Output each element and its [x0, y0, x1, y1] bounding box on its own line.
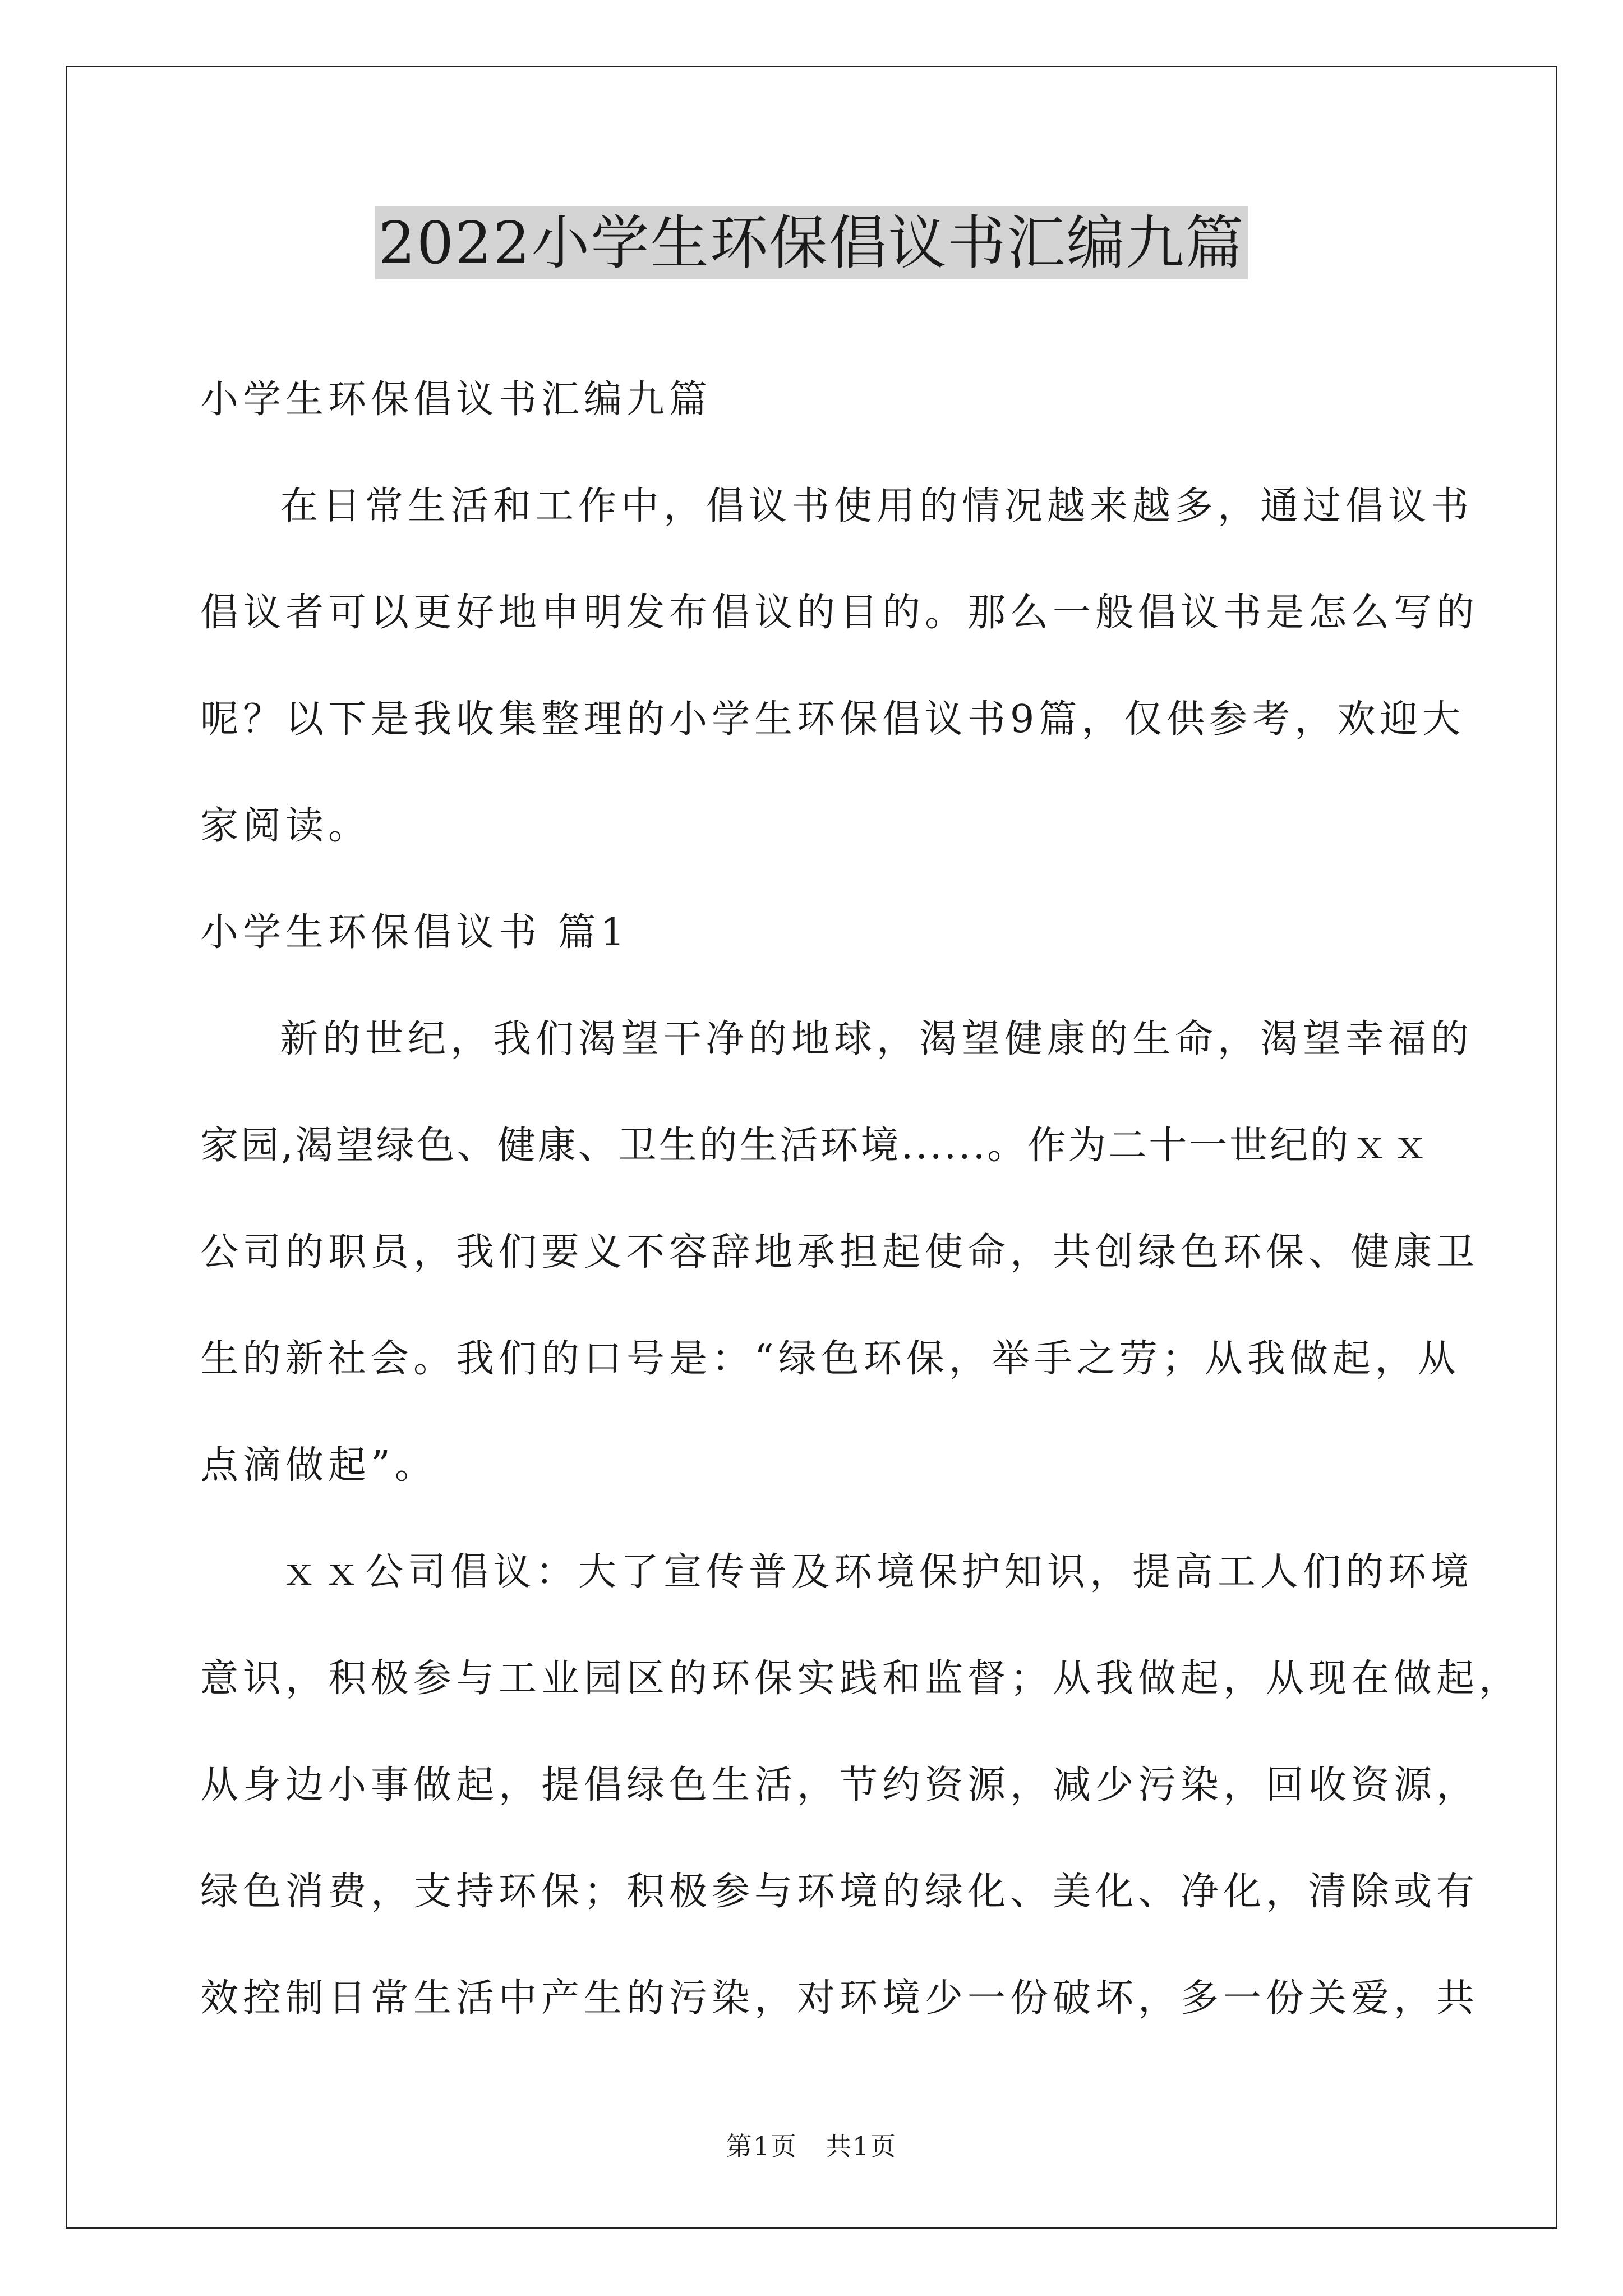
paragraph-line: 在日常生活和工作中，倡议书使用的情况越来越多，通过倡议书	[280, 484, 1474, 528]
paragraph-line: 意识，积极参与工业园区的环保实践和监督；从我做起，从现在做起，	[200, 1657, 1522, 1701]
paragraph-line: ｘｘ公司倡议：大了宣传普及环境保护知识，提高工人们的环境	[280, 1550, 1474, 1594]
paragraph-line: 家园,渴望绿色、健康、卫生的生活环境......。作为二十一世纪的ｘｘ	[200, 1124, 1432, 1168]
subtitle-line: 小学生环保倡议书汇编九篇	[200, 378, 712, 422]
document-title-text: 2022小学生环保倡议书汇编九篇	[375, 206, 1248, 279]
paragraph-line: 生的新社会。我们的口号是：“绿色环保，举手之劳；从我做起，从	[200, 1337, 1460, 1381]
paragraph-line: 绿色消费，支持环保；积极参与环境的绿化、美化、净化，清除或有	[200, 1870, 1479, 1914]
page-total: 共1页	[826, 2131, 897, 2161]
paragraph-line: 新的世纪，我们渴望干净的地球，渴望健康的生命，渴望幸福的	[280, 1017, 1474, 1061]
paragraph-line: 从身边小事做起，提倡绿色生活，节约资源，减少污染，回收资源，	[200, 1763, 1479, 1807]
paragraph-line: 呢？以下是我收集整理的小学生环保倡议书9篇，仅供参考，欢迎大	[200, 697, 1465, 742]
document-title	[0, 201, 1623, 285]
paragraph-line: 点滴做起”。	[200, 1443, 437, 1488]
page-number: 第1页	[726, 2131, 797, 2161]
paragraph-line: 公司的职员，我们要义不容辞地承担起使命，共创绿色环保、健康卫	[200, 1230, 1479, 1274]
page-footer	[0, 2126, 1623, 2163]
paragraph-line: 效控制日常生活中产生的污染，对环境少一份破坏，多一份关爱，共	[200, 1976, 1479, 2021]
document-body	[200, 347, 1522, 2052]
paragraph-line: 倡议者可以更好地申明发布倡议的目的。那么一般倡议书是怎么写的	[200, 591, 1479, 635]
paragraph-line: 家阅读。	[200, 804, 371, 848]
section-heading: 小学生环保倡议书 篇1	[200, 910, 629, 955]
